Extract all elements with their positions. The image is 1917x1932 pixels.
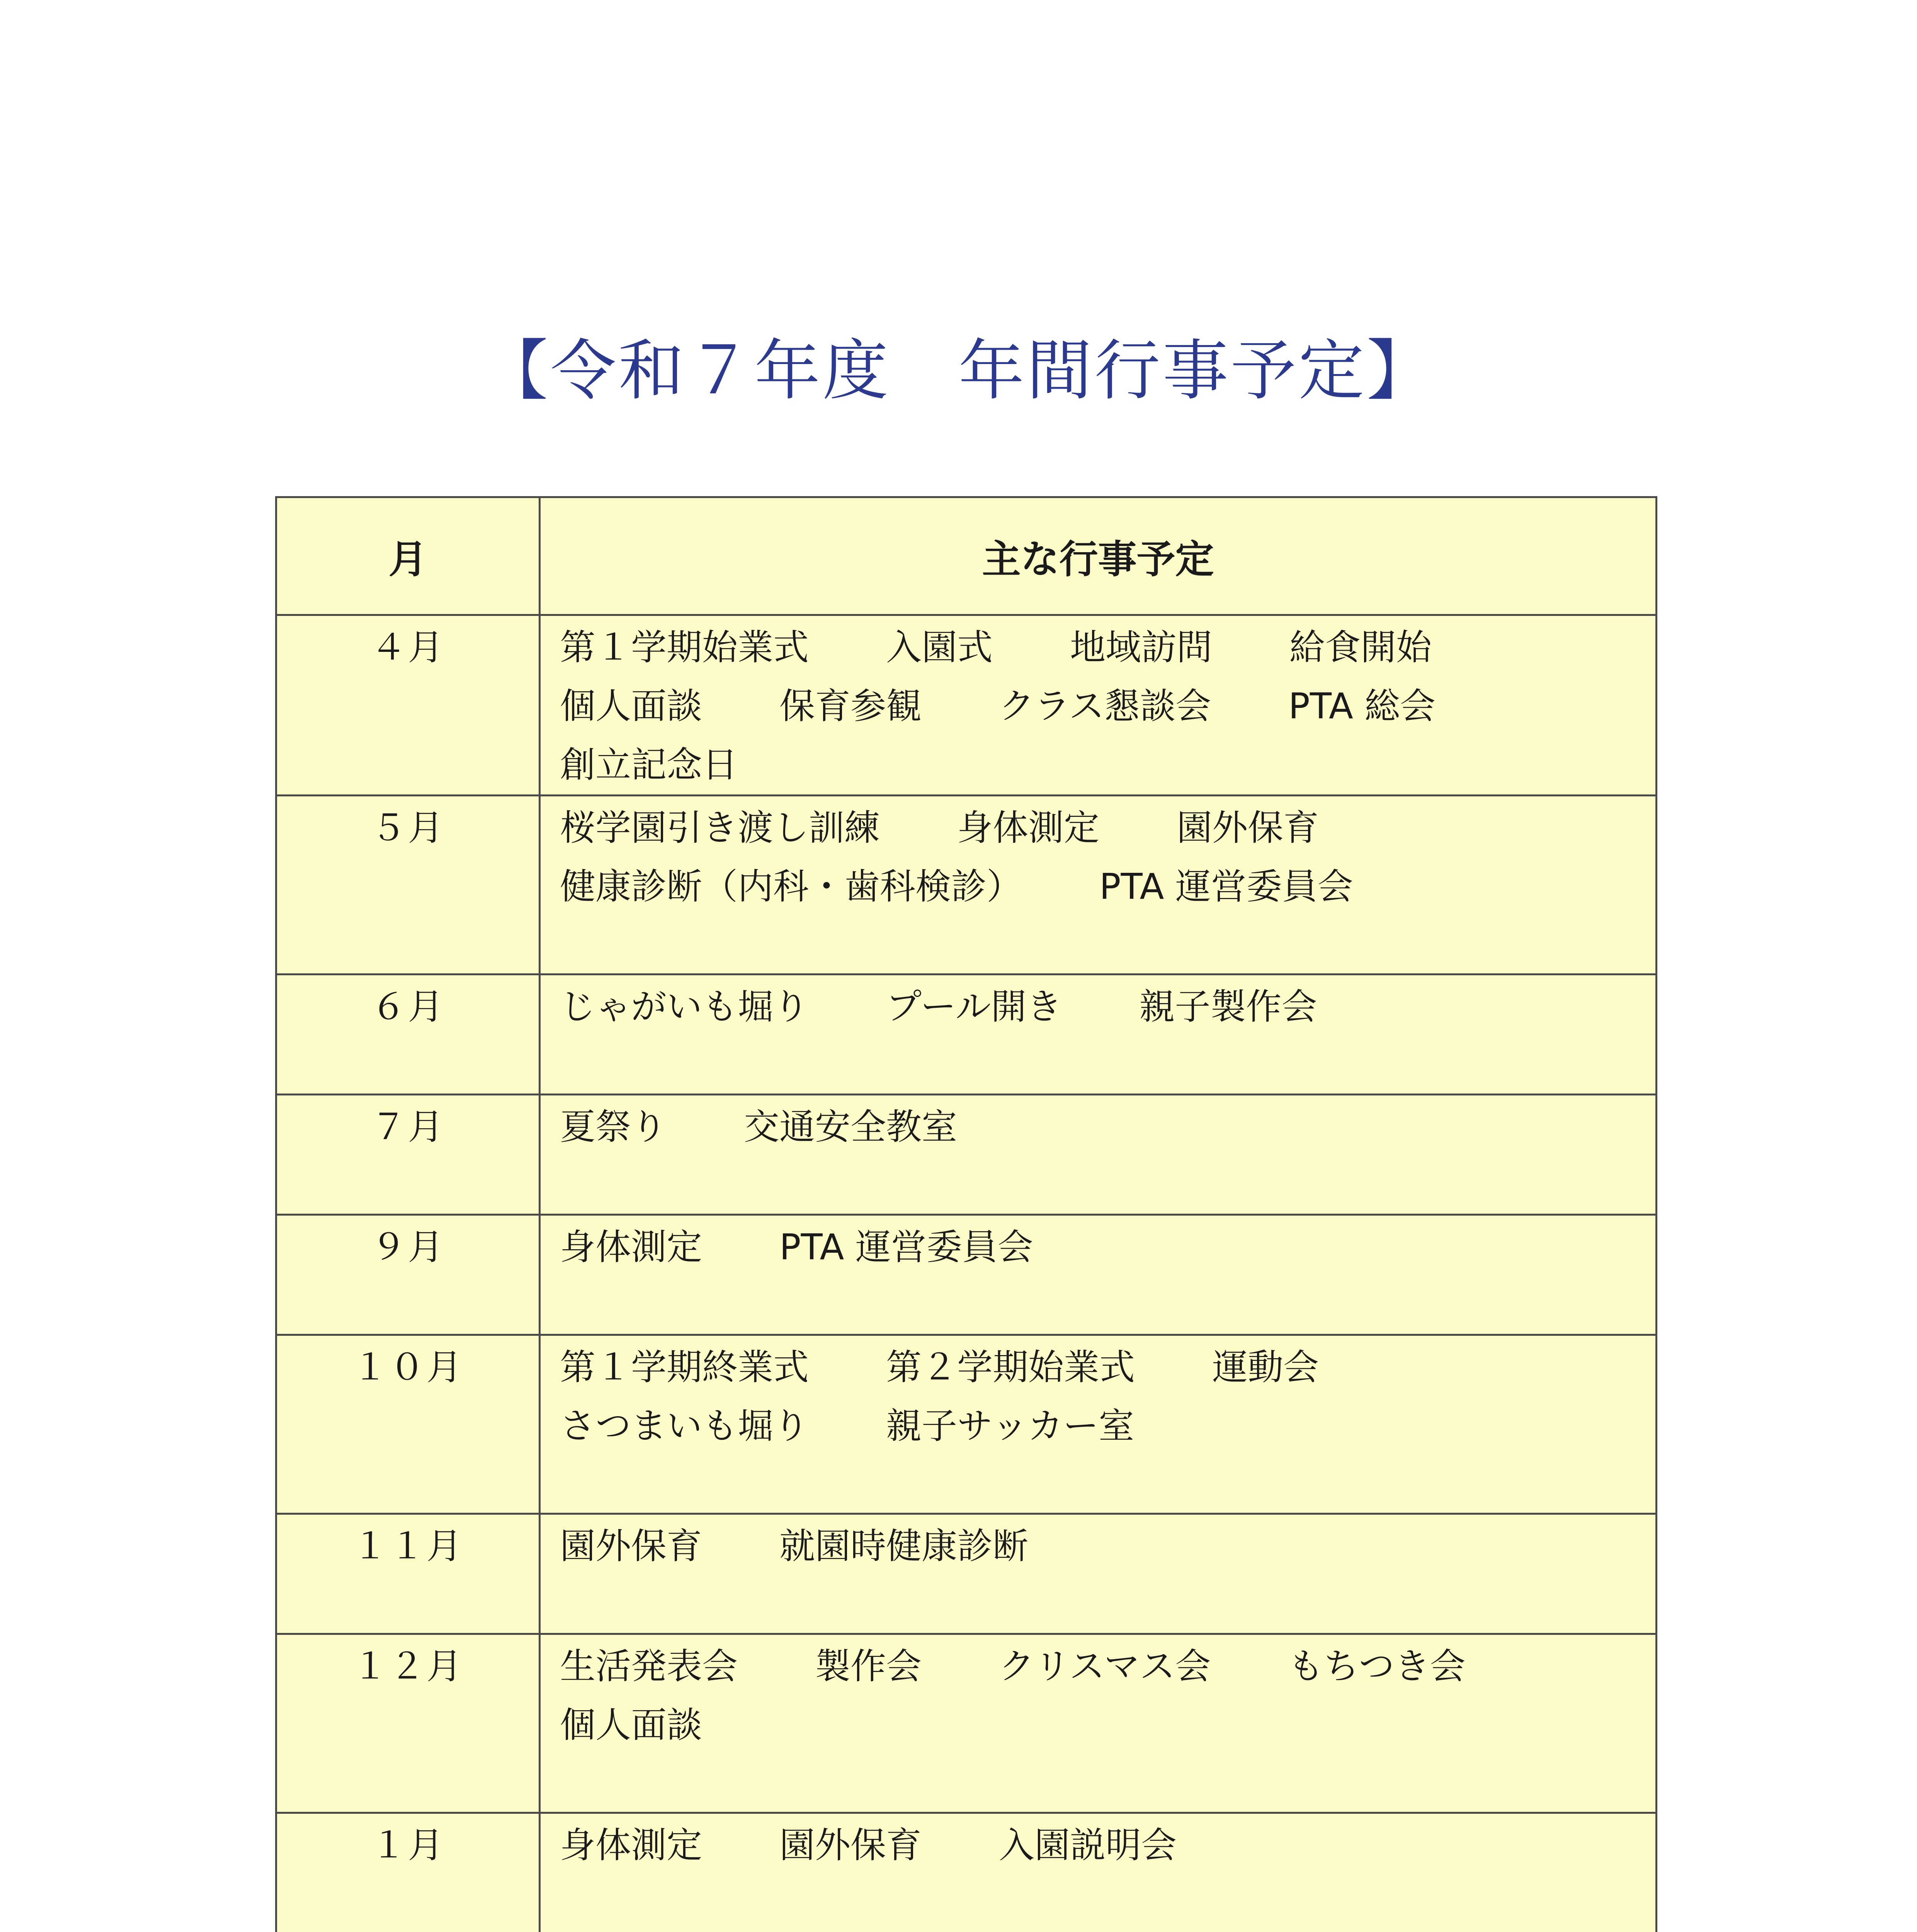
event-item: 夏祭り (560, 1106, 667, 1148)
events-cell (540, 1215, 1657, 1335)
table-row (276, 1634, 1657, 1813)
events-cell (540, 796, 1657, 975)
events-cell (540, 1634, 1657, 1813)
month-cell: １０月 (276, 1335, 540, 1514)
event-item: 入園説明会 (999, 1825, 1177, 1866)
event-line (560, 1218, 1655, 1277)
table-row (276, 1095, 1657, 1215)
event-line (560, 1397, 1655, 1456)
event-item: プール開き (886, 986, 1062, 1027)
event-item: 運動会 (1212, 1347, 1319, 1388)
month-cell: ９月 (276, 1215, 540, 1335)
event-line (560, 618, 1655, 677)
event-item: 園外保育 (560, 1526, 703, 1567)
event-item: 交通安全教室 (744, 1106, 958, 1148)
event-item: 園外保育 (1177, 807, 1319, 849)
event-line (560, 799, 1655, 857)
event-item: PTA 総会 (1288, 685, 1436, 727)
header-month: 月 (276, 497, 540, 615)
event-item: 生活発表会 (560, 1646, 738, 1687)
month-cell: ４月 (276, 615, 540, 796)
event-item: 入園式 (886, 627, 993, 668)
events-cell (540, 1095, 1657, 1215)
event-item: 第１学期終業式 (560, 1347, 809, 1388)
event-item: PTA 運営委員会 (1099, 866, 1353, 907)
table-row (276, 1514, 1657, 1634)
header-events: 主な行事予定 (540, 497, 1657, 615)
events-cell (540, 615, 1657, 796)
event-item: 給食開始 (1289, 627, 1432, 668)
event-line (560, 1637, 1655, 1696)
table-body (276, 615, 1657, 1932)
event-item: 親子製作会 (1139, 986, 1317, 1027)
event-item: 第１学期始業式 (560, 627, 809, 668)
month-cell: １月 (276, 1813, 540, 1932)
event-item: もちつき会 (1288, 1646, 1466, 1687)
event-item: 第２学期始業式 (886, 1347, 1135, 1388)
events-cell (540, 975, 1657, 1095)
event-line (560, 1816, 1655, 1875)
events-cell (540, 1514, 1657, 1634)
events-cell (540, 1813, 1657, 1932)
event-item: 保育参観 (779, 685, 922, 727)
event-item: 親子サッカー室 (886, 1405, 1135, 1447)
event-item: さつまいも堀り (560, 1405, 809, 1447)
table-row (276, 796, 1657, 975)
table-row (276, 615, 1657, 796)
event-line (560, 1696, 1655, 1755)
table-row (276, 1335, 1657, 1514)
event-line (560, 677, 1655, 736)
month-cell: １２月 (276, 1634, 540, 1813)
event-item: 個人面談 (560, 1704, 703, 1746)
events-cell (540, 1335, 1657, 1514)
event-item: クラス懇談会 (999, 685, 1211, 727)
event-item: じゃがいも堀り (560, 986, 809, 1027)
event-item: 就園時健康診断 (779, 1526, 1029, 1567)
event-line (560, 857, 1655, 916)
month-cell: ７月 (276, 1095, 540, 1215)
month-cell: ５月 (276, 796, 540, 975)
page-title: 【令和７年度 年間行事予定】 (482, 333, 1435, 409)
event-line (560, 978, 1655, 1036)
event-item: 製作会 (815, 1646, 922, 1687)
event-line (560, 736, 1655, 794)
event-line (560, 1517, 1655, 1576)
annual-events-table (275, 496, 1657, 1932)
table-row (276, 1215, 1657, 1335)
event-item: PTA 運営委員会 (779, 1226, 1033, 1268)
event-item: 地域訪問 (1070, 627, 1213, 668)
table-header-row (276, 497, 1657, 615)
event-item: クリスマス会 (999, 1646, 1211, 1687)
event-line (560, 1338, 1655, 1397)
event-item: 桜学園引き渡し訓練 (560, 807, 880, 849)
event-item: 身体測定 (560, 1825, 703, 1866)
event-item: 個人面談 (560, 685, 703, 727)
month-cell: ６月 (276, 975, 540, 1095)
table-row (276, 1813, 1657, 1932)
event-item: 健康診断（内科・歯科検診） (560, 866, 1022, 907)
month-cell: １１月 (276, 1514, 540, 1634)
event-item: 園外保育 (779, 1825, 922, 1866)
table-row (276, 975, 1657, 1095)
event-line (560, 1098, 1655, 1156)
event-item: 創立記念日 (560, 744, 738, 786)
event-item: 身体測定 (560, 1226, 703, 1268)
event-item: 身体測定 (957, 807, 1100, 849)
